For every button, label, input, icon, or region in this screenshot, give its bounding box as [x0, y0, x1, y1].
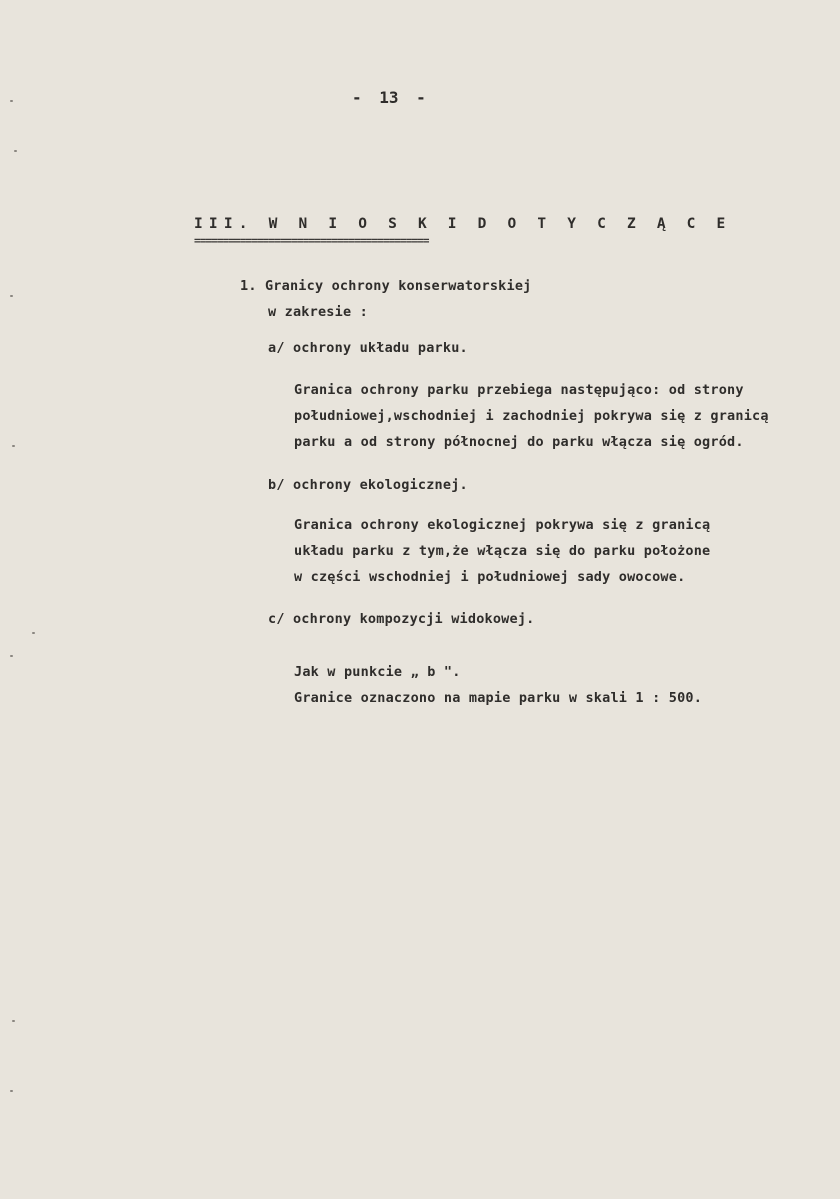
margin-mark [14, 150, 17, 152]
margin-mark [10, 295, 13, 297]
item-c-line: Granice oznaczono na mapie parku w skali 1 : 500. [294, 690, 703, 706]
margin-mark [10, 1090, 13, 1092]
margin-mark [10, 100, 13, 102]
item-b-label: b/ ochrony ekologicznej. [268, 477, 468, 493]
item-b-line: układu parku z tym,że włącza się do parku położone [294, 543, 711, 559]
item-b-line: Granica ochrony ekologicznej pokrywa się z granicą [294, 517, 711, 533]
margin-mark [32, 632, 35, 634]
item-1-title-cont: w zakresie : [268, 304, 368, 320]
item-b-line: w części wschodniej i południowej sady owocowe. [294, 569, 686, 585]
section-heading: III. W N I O S K I D O T Y C Z Ą C E [194, 216, 732, 232]
heading-underline: ========================================= [194, 234, 429, 247]
margin-mark [12, 445, 15, 447]
page-number: - 13 - [352, 88, 426, 107]
item-a-line: parku a od strony północnej do parku włącza się ogród. [294, 434, 744, 450]
margin-mark [12, 1020, 15, 1022]
item-c-label: c/ ochrony kompozycji widokowej. [268, 611, 535, 627]
item-a-label: a/ ochrony układu parku. [268, 340, 468, 356]
item-c-line: Jak w punkcie „ b ". [294, 664, 461, 680]
item-1-title: 1. Granicy ochrony konserwatorskiej [240, 278, 532, 294]
item-a-line: Granica ochrony parku przebiega następująco: od strony [294, 382, 744, 398]
item-a-line: południowej,wschodniej i zachodniej pokrywa się z granicą [294, 408, 769, 424]
margin-mark [10, 655, 13, 657]
